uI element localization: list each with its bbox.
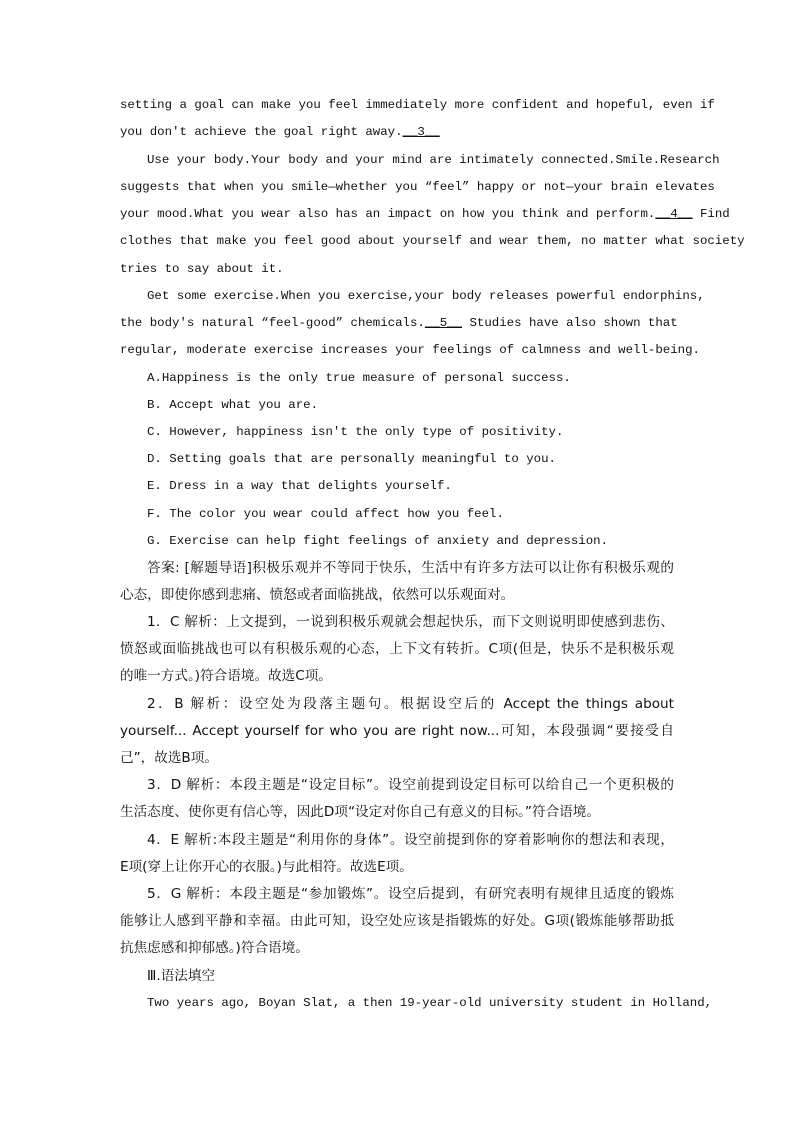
answer-1: 1．C 解析：上文提到，一说到积极乐观就会想起快乐，而下文则说明即使感到悲伤、 [147,614,674,630]
option-b: B. Accept what you are. [147,398,319,412]
option-g: G. Exercise can help fight feelings of anxiety and depression. [147,534,609,548]
text-line: clothes that make you feel good about yourself and wear them, no matter what society [120,234,745,248]
text-line: 的唯一方式。)符合语境。故选C项。 [120,668,332,684]
answer-3: 3．D 解析：本段主题是“设定目标”。设空前提到设定目标可以给自己一个更积极的 [147,777,674,793]
text-line: E项(穿上让你开心的衣服。)与此相符。故选E项。 [120,859,413,875]
option-d: D. Setting goals that are personally meaningful to you. [147,452,556,466]
text-line: Two years ago, Boyan Slat, a then 19-year-old university student in Holland, [147,996,713,1010]
blank-4: __4__ [655,207,693,221]
answer-2: 2．B 解析：设空处为段落主题句。根据设空后的 Accept the things about [147,696,674,712]
option-f: F. The color you wear could affect how you feel. [147,507,504,521]
text-line: 己”，故选B项。 [120,750,218,766]
text-line: yourself... Accept yourself for who you are right now...可知，本段强调“要接受自 [120,723,674,739]
text-span: you don't achieve the goal right away. [120,125,403,139]
answer-intro: 答案: [解题导语]积极乐观并不等同于快乐，生活中有许多方法可以让你有积极乐观的 [147,560,674,576]
text-span: Find [692,207,730,221]
section-heading: Ⅲ.语法填空 [147,968,216,984]
option-e: E. Dress in a way that delights yourself. [147,479,452,493]
text-line [120,205,730,223]
text-line: Use your body.Your body and your mind are intimately connected.Smile.Research [147,153,720,167]
text-span: the body's natural “feel-good” chemicals. [120,316,425,330]
option-a: A.Happiness is the only true measure of personal success. [147,371,571,385]
text-line: setting a goal can make you feel immediately more confident and hopeful, even if [120,98,715,112]
text-line: 心态，即使你感到悲痛、愤怒或者面临挑战，依然可以乐观面对。 [120,587,515,603]
text-line: 愤怒或面临挑战也可以有积极乐观的心态，上下文有转折。C项(但是，快乐不是积极乐观 [120,641,674,657]
text-line [120,314,678,332]
text-line: regular, moderate exercise increases your feelings of calmness and well-being. [120,343,700,357]
text-line: 能够让人感到平静和幸福。由此可知，设空处应该是指锻炼的好处。G项(锻炼能够帮助抵 [120,913,674,929]
blank-5: __5__ [424,316,463,330]
answer-5: 5．G 解析：本段主题是“参加锻炼”。设空后提到，有研究表明有规律且适度的锻炼 [147,886,674,902]
text-line: 抗焦虑感和抑郁感。)符合语境。 [120,940,309,956]
text-span: Studies have also shown that [462,316,678,330]
option-c: C. However, happiness isn't the only type of positivity. [147,425,564,439]
answer-4: 4．E 解析:本段主题是“利用你的身体”。设空前提到你的穿着影响你的想法和表现， [147,832,674,848]
text-line: 生活态度、使你更有信心等，因此D项“设定对你自己有意义的目标。”符合语境。 [120,804,600,820]
text-line: Get some exercise.When you exercise,your body releases powerful endorphins, [147,289,705,303]
text-line [120,123,674,141]
blank-3: __3__ [402,125,440,139]
text-line: suggests that when you smile—whether you “feel” happy or not—your brain elevates [120,180,715,194]
text-span: your mood.What you wear also has an impact on how you think and perform. [120,207,656,221]
text-line: tries to say about it. [120,262,284,276]
